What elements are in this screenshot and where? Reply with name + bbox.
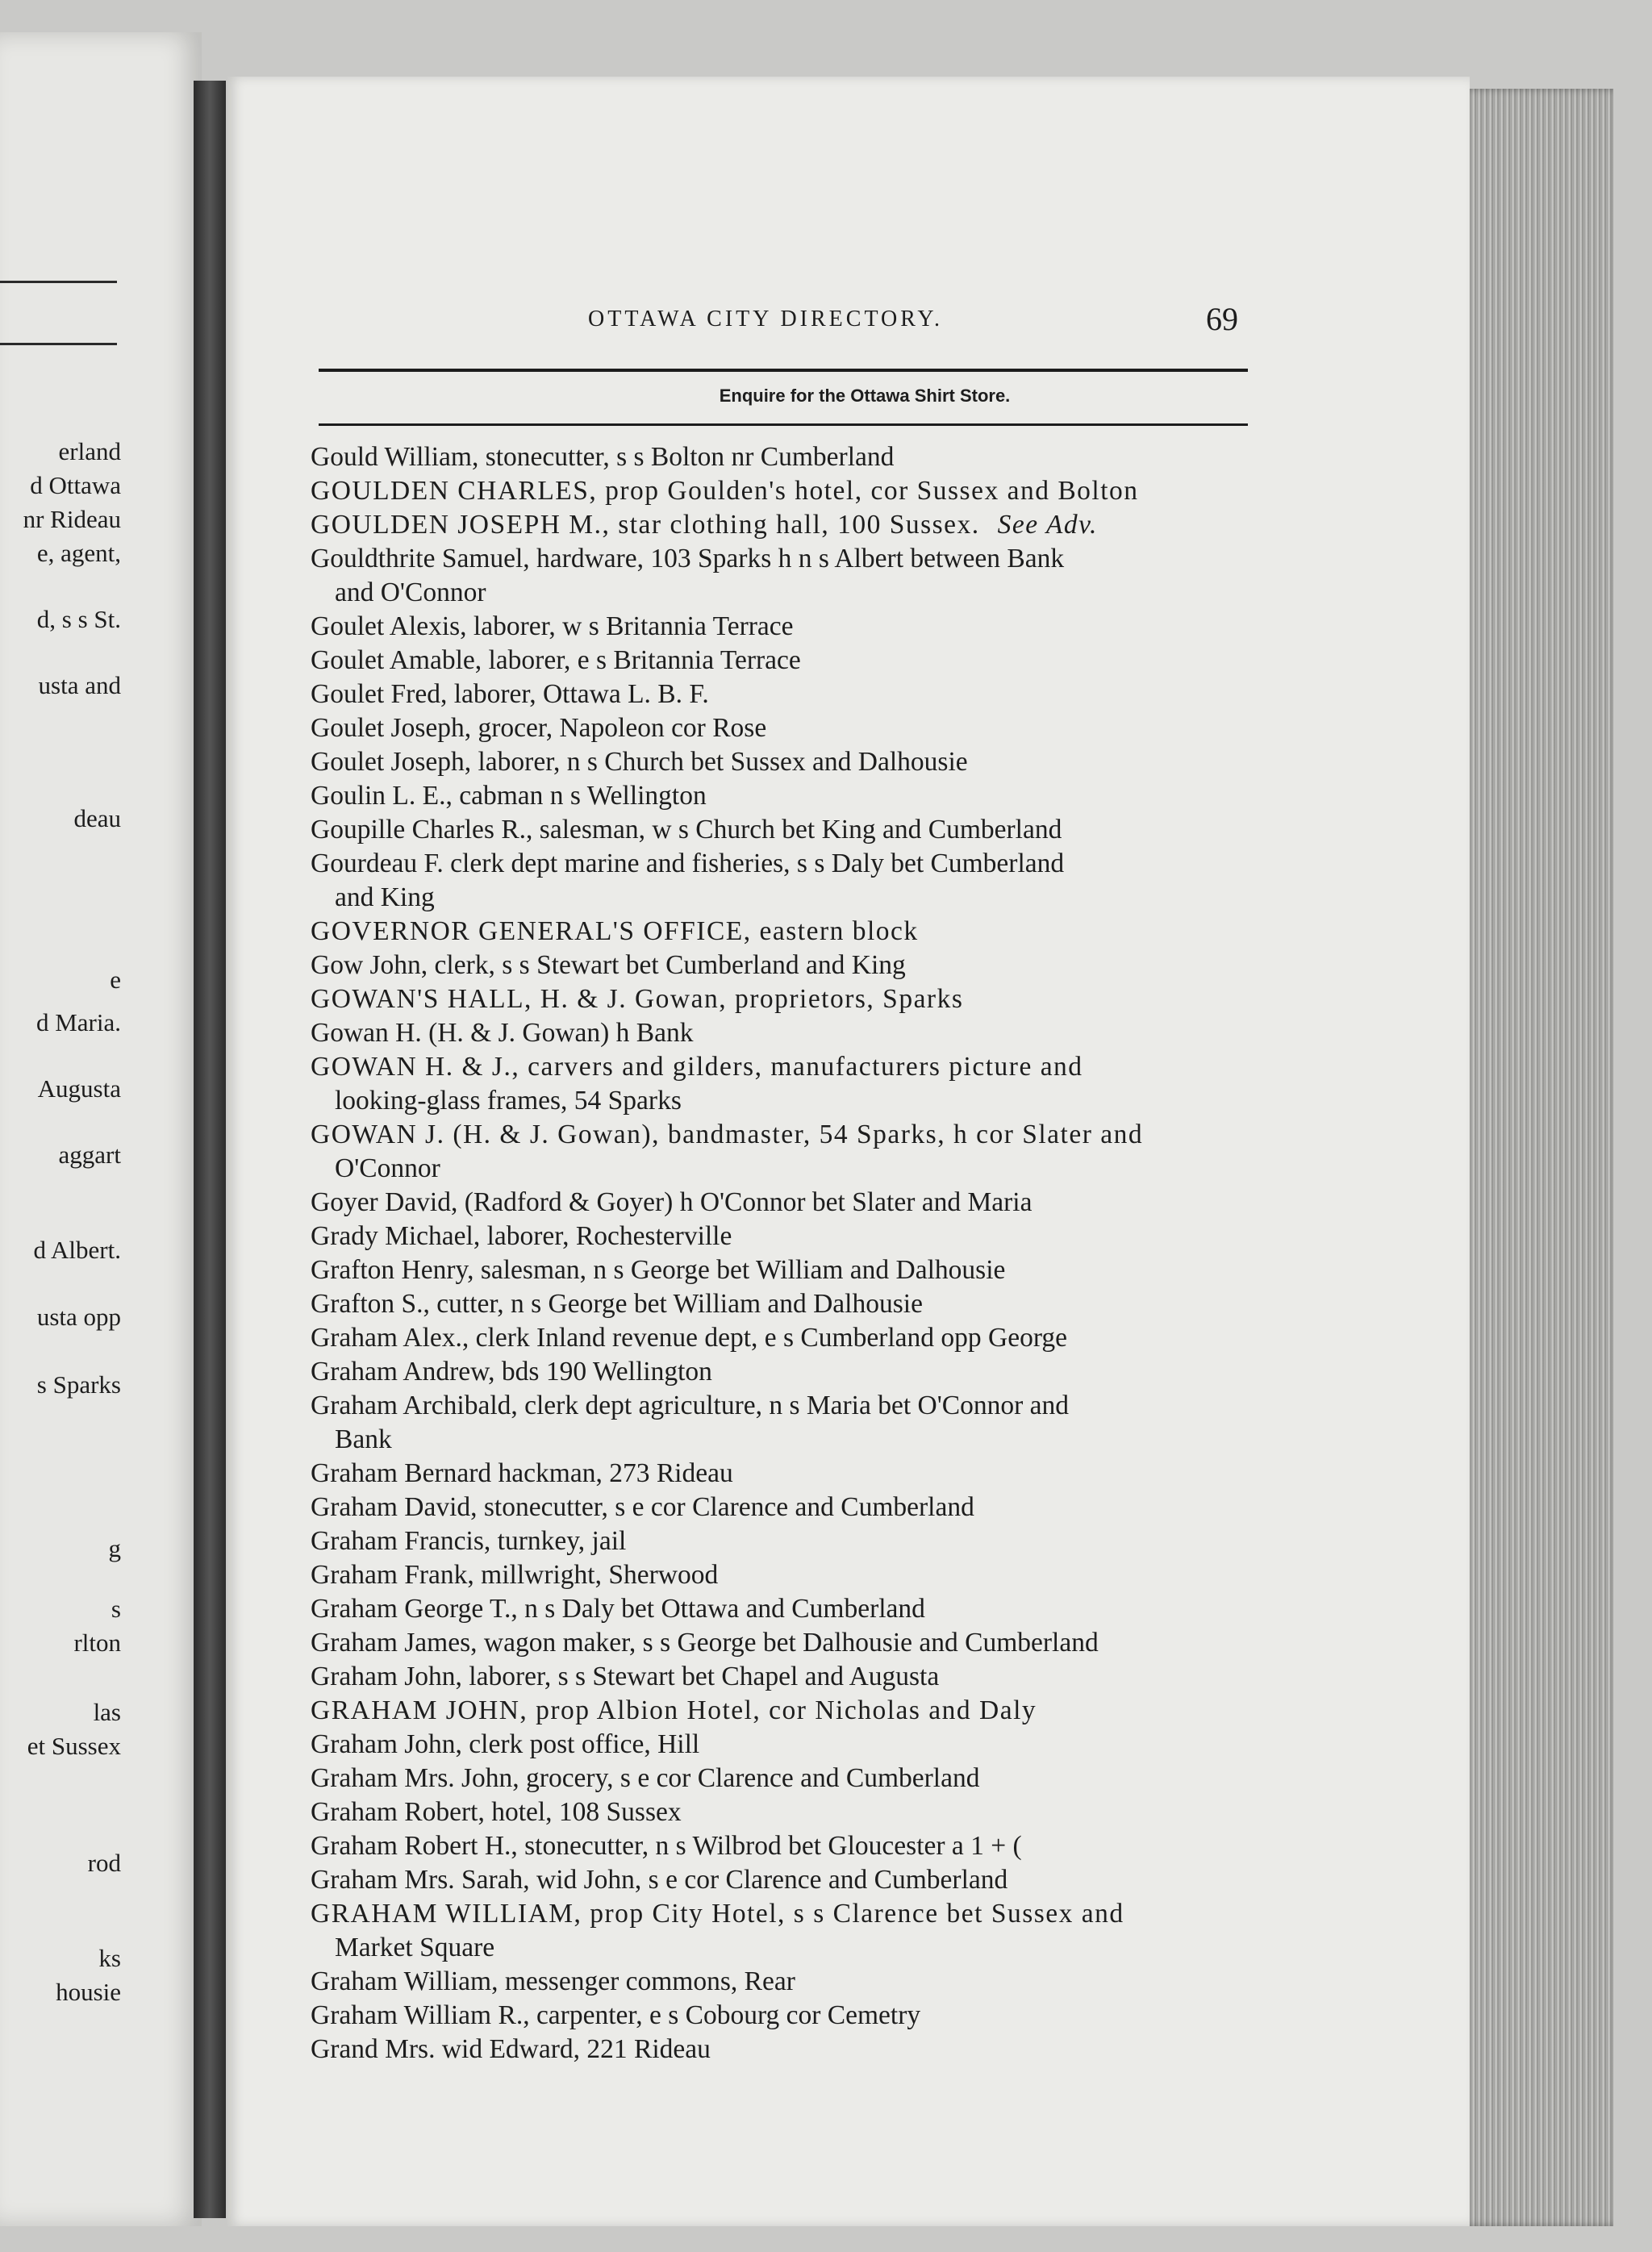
left-page-line: d, s s St. <box>36 605 121 633</box>
left-page-line: usta opp <box>36 1303 121 1331</box>
directory-page <box>227 77 1470 2226</box>
page-header <box>227 301 1470 347</box>
directory-entry-continuation: O'Connor <box>335 1153 440 1183</box>
left-page-line: nr Rideau <box>23 505 121 533</box>
directory-entry-continuation: Bank <box>335 1424 392 1454</box>
left-page-line: d Albert. <box>33 1236 121 1264</box>
directory-entry: GOVERNOR GENERAL'S OFFICE, eastern block <box>311 916 919 946</box>
directory-entry: Graham James, wagon maker, s s George bet Dalhousie and Cumberland <box>311 1628 1099 1658</box>
directory-entry: GOWAN H. & J., carvers and gilders, manufacturers picture and <box>311 1052 1083 1082</box>
directory-entry: Graham John, laborer, s s Stewart bet Chapel and Augusta <box>311 1662 940 1691</box>
directory-entry: Gow John, clerk, s s Stewart bet Cumberland and King <box>311 950 906 980</box>
left-page-rule <box>0 281 117 283</box>
directory-entry: Graham Archibald, clerk dept agriculture, n s Maria bet O'Connor and <box>311 1391 1070 1420</box>
directory-entry: Graham Francis, turnkey, jail <box>311 1526 627 1556</box>
directory-entry: GRAHAM WILLIAM, prop City Hotel, s s Clarence bet Sussex and <box>311 1899 1124 1929</box>
left-page-line: d Maria. <box>35 1008 121 1036</box>
left-facing-page <box>0 32 202 2226</box>
directory-entry: Graham Robert H., stonecutter, n s Wilbrod bet Gloucester a 1 + ( <box>311 1831 1022 1861</box>
left-page-rule <box>0 343 117 345</box>
left-page-line: ks <box>98 1944 121 1972</box>
page-edges <box>1460 89 1613 2226</box>
directory-entry: Grand Mrs. wid Edward, 221 Rideau <box>311 2034 711 2064</box>
directory-entry: Graham Andrew, bds 190 Wellington <box>311 1357 712 1387</box>
directory-entry: GOULDEN JOSEPH M., star clothing hall, 100 Sussex. See Adv. <box>311 510 1098 540</box>
directory-entry: Goulet Joseph, laborer, n s Church bet Sussex and Dalhousie <box>311 747 968 777</box>
directory-entry: Grafton Henry, salesman, n s George bet William and Dalhousie <box>311 1255 1006 1285</box>
directory-entry: Graham William, messenger commons, Rear <box>311 1966 795 1996</box>
directory-entry-continuation: Market Square <box>335 1933 495 1962</box>
page-number: 69 <box>1206 301 1238 337</box>
left-page-line: g <box>108 1534 121 1562</box>
left-page-line: et Sussex <box>27 1732 121 1760</box>
directory-entry: GOWAN'S HALL, H. & J. Gowan, proprietors, Sparks <box>311 984 964 1014</box>
directory-entry: Gowan H. (H. & J. Gowan) h Bank <box>311 1018 694 1048</box>
left-page-line: deau <box>73 804 121 832</box>
directory-entry: GOWAN J. (H. & J. Gowan), bandmaster, 54 Sparks, h cor Slater and <box>311 1120 1144 1149</box>
directory-entry: Grafton S., cutter, n s George bet William and Dalhousie <box>311 1289 923 1319</box>
book-binding-gutter <box>194 81 226 2218</box>
directory-entry: Graham David, stonecutter, s e cor Clarence and Cumberland <box>311 1492 974 1522</box>
directory-entry: Gouldthrite Samuel, hardware, 103 Sparks h n s Albert between Bank <box>311 544 1065 573</box>
directory-entry-continuation: and King <box>335 882 435 912</box>
directory-entry: Goulin L. E., cabman n s Wellington <box>311 781 707 811</box>
directory-entry: GRAHAM JOHN, prop Albion Hotel, cor Nicholas and Daly <box>311 1695 1037 1725</box>
directory-entry-continuation: and O'Connor <box>335 578 486 607</box>
directory-entry-continuation: looking-glass frames, 54 Sparks <box>335 1086 682 1116</box>
left-page-line: erland <box>58 437 121 465</box>
left-page-line: d Ottawa <box>30 471 121 499</box>
header-rule-bottom <box>319 423 1248 426</box>
see-advertisement-note: See Adv. <box>997 510 1098 540</box>
directory-entry: GOULDEN CHARLES, prop Goulden's hotel, cor Sussex and Bolton <box>311 476 1139 506</box>
left-page-line: aggart <box>58 1141 121 1169</box>
directory-entry: Goulet Amable, laborer, e s Britannia Terrace <box>311 645 801 675</box>
header-rule-top <box>319 369 1248 372</box>
directory-entry: Goupille Charles R., salesman, w s Church bet King and Cumberland <box>311 815 1062 844</box>
left-page-line: rod <box>87 1849 121 1877</box>
directory-entry: Goulet Joseph, grocer, Napoleon cor Rose <box>311 713 767 743</box>
left-page-line: usta and <box>38 671 121 699</box>
directory-entry: Graham Alex., clerk Inland revenue dept, e s Cumberland opp George <box>311 1323 1067 1353</box>
directory-entry: Graham Frank, millwright, Sherwood <box>311 1560 719 1590</box>
left-page-line: e, agent, <box>36 539 121 567</box>
directory-entry: Grady Michael, laborer, Rochesterville <box>311 1221 732 1251</box>
directory-entry: Goulet Fred, laborer, Ottawa L. B. F. <box>311 679 709 709</box>
directory-entry: Gould William, stonecutter, s s Bolton nr Cumberland <box>311 442 895 472</box>
directory-entry: Graham George T., n s Daly bet Ottawa and Cumberland <box>311 1594 925 1624</box>
left-page-line: las <box>93 1698 121 1726</box>
left-page-line: e <box>110 965 121 994</box>
left-page-line: rlton <box>73 1629 121 1657</box>
left-page-line: Augusta <box>37 1074 121 1103</box>
directory-entry: Graham William R., carpenter, e s Cobourg cor Cemetry <box>311 2000 921 2030</box>
directory-entry: Gourdeau F. clerk dept marine and fisheries, s s Daly bet Cumberland <box>311 849 1065 878</box>
directory-entry: Graham Mrs. Sarah, wid John, s e cor Clarence and Cumberland <box>311 1865 1008 1895</box>
directory-entry: Goyer David, (Radford & Goyer) h O'Connor bet Slater and Maria <box>311 1187 1032 1217</box>
left-page-line: housie <box>56 1978 121 2006</box>
directory-entry: Graham Bernard hackman, 273 Rideau <box>311 1458 733 1488</box>
left-page-line: s <box>111 1595 121 1623</box>
directory-entry: Goulet Alexis, laborer, w s Britannia Terrace <box>311 611 794 641</box>
advertisement-banner: Enquire for the Ottawa Shirt Store. <box>719 386 1011 406</box>
left-page-line: s Sparks <box>36 1370 121 1399</box>
directory-entry: Graham Robert, hotel, 108 Sussex <box>311 1797 682 1827</box>
running-title: OTTAWA CITY DIRECTORY. <box>588 307 944 332</box>
directory-entry: Graham Mrs. John, grocery, s e cor Clarence and Cumberland <box>311 1763 980 1793</box>
directory-entry: Graham John, clerk post office, Hill <box>311 1729 700 1759</box>
